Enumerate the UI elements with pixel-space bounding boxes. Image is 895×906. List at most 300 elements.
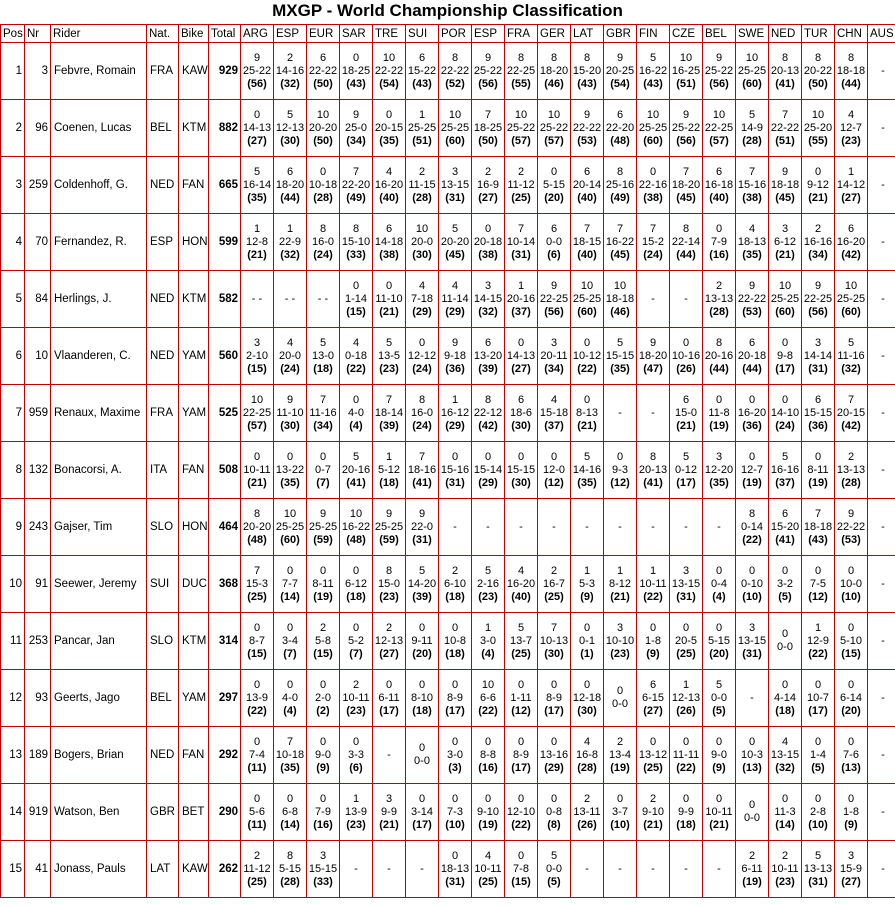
heat-results: 12-7 [740, 463, 764, 476]
round-points: (47) [643, 362, 663, 375]
heat-results: - [618, 862, 622, 875]
heat-results: - - [251, 292, 263, 305]
heat-results: 20-16 [341, 463, 371, 476]
race-result-cell [604, 499, 637, 556]
round-points: (23) [346, 704, 366, 717]
round-points: (12) [808, 590, 828, 603]
heat-results: 22-25 [242, 406, 272, 419]
round-bonus: 3 [814, 336, 822, 349]
race-result-cell [703, 328, 736, 385]
total-points: 525 [209, 385, 241, 442]
race-result-cell [802, 670, 835, 727]
heat-results: 13-7 [509, 634, 533, 647]
round-bonus: 9 [418, 507, 426, 520]
round-points: (9) [580, 590, 594, 603]
heat-results: 14-16 [275, 64, 305, 77]
race-result-cell [835, 271, 868, 328]
round-bonus: 9 [715, 51, 723, 64]
race-result-cell [472, 328, 505, 385]
race-result-cell [274, 271, 307, 328]
heat-results: - [881, 691, 885, 704]
heat-results: 3-0 [480, 634, 496, 647]
round-points: (14) [280, 818, 300, 831]
header-round: SAR [340, 25, 373, 43]
race-result-cell [241, 613, 274, 670]
heat-results: 16-22 [341, 520, 371, 533]
heat-results: - [881, 577, 885, 590]
round-points: (50) [313, 77, 333, 90]
total-points: 665 [209, 157, 241, 214]
round-points: (15) [511, 875, 531, 888]
round-points: (45) [445, 248, 465, 261]
nationality-cell: GBR [147, 784, 179, 841]
heat-results: 25-25 [638, 121, 668, 134]
round-bonus: 0 [253, 450, 261, 463]
round-bonus: 8 [286, 849, 294, 862]
heat-results: 20-5 [674, 634, 698, 647]
round-points: (5) [547, 875, 561, 888]
table-row [1, 100, 895, 157]
heat-results: 6-11 [378, 691, 400, 704]
race-result-cell [703, 214, 736, 271]
race-result-cell [637, 214, 670, 271]
header-round: FRA [505, 25, 538, 43]
round-points: (21) [247, 476, 267, 489]
race-result-cell [406, 613, 439, 670]
rider-name: Bonacorsi, A. [51, 442, 147, 499]
round-points: (49) [346, 191, 366, 204]
heat-results: 25-25 [836, 292, 866, 305]
round-bonus: 9 [616, 51, 624, 64]
race-result-cell [868, 841, 895, 898]
heat-results: 0-0 [546, 235, 562, 248]
round-points: (31) [445, 875, 465, 888]
heat-results: 18-18 [803, 520, 833, 533]
round-bonus: 0 [517, 735, 525, 748]
round-points: (55) [511, 77, 531, 90]
heat-results: 22-20 [341, 178, 371, 191]
round-bonus: 0 [451, 621, 459, 634]
heat-results: 15-2 [641, 235, 665, 248]
heat-results: 18-18 [836, 64, 866, 77]
round-bonus: 0 [253, 678, 261, 691]
race-result-cell [835, 670, 868, 727]
race-result-cell [571, 43, 604, 100]
round-points: (37) [511, 305, 531, 318]
round-points: (25) [676, 647, 696, 660]
round-points: (23) [379, 362, 399, 375]
race-result-cell [340, 442, 373, 499]
heat-results: 20-22 [803, 64, 833, 77]
heat-results: 22-12 [473, 406, 503, 419]
race-result-cell [736, 271, 769, 328]
round-points: (17) [808, 704, 828, 717]
heat-results: - [881, 805, 885, 818]
round-points: (36) [445, 362, 465, 375]
round-bonus: 7 [352, 165, 360, 178]
heat-results: - [453, 520, 457, 533]
round-points: (14) [775, 818, 795, 831]
header-total: Total [209, 25, 241, 43]
round-points: (20) [412, 647, 432, 660]
race-result-cell [736, 613, 769, 670]
round-bonus: 0 [715, 222, 723, 235]
round-points: (14) [280, 590, 300, 603]
round-bonus: 0 [550, 792, 558, 805]
race-result-cell [868, 385, 895, 442]
race-result-cell [439, 214, 472, 271]
round-points: (48) [346, 533, 366, 546]
round-points: (42) [841, 248, 861, 261]
round-points: (46) [544, 77, 564, 90]
round-points: (25) [478, 875, 498, 888]
heat-results: 13-11 [573, 805, 601, 818]
round-points: (27) [841, 875, 861, 888]
race-result-cell [736, 214, 769, 271]
round-bonus: 0 [715, 621, 723, 634]
heat-results: 3-0 [447, 748, 463, 761]
round-bonus: 9 [583, 108, 591, 121]
round-bonus: 2 [748, 849, 756, 862]
race-result-cell [571, 385, 604, 442]
round-points: (32) [841, 362, 861, 375]
round-points: (26) [676, 362, 696, 375]
heat-results: 5-3 [579, 577, 595, 590]
heat-results: 25-22 [704, 64, 734, 77]
round-bonus: 8 [649, 450, 657, 463]
race-result-cell [439, 841, 472, 898]
round-points: (25) [247, 875, 267, 888]
round-points: (57) [247, 419, 267, 432]
heat-results: 11-10 [276, 406, 304, 419]
round-points: (24) [412, 362, 432, 375]
heat-results: 15-15 [605, 349, 635, 362]
race-result-cell [373, 157, 406, 214]
pos-cell: 10 [1, 556, 25, 613]
heat-results: - [420, 862, 424, 875]
race-result-cell [505, 442, 538, 499]
round-bonus: 5 [616, 336, 624, 349]
heat-results: - - [317, 292, 329, 305]
round-bonus: 1 [286, 222, 294, 235]
race-result-cell [472, 385, 505, 442]
race-result-cell [637, 727, 670, 784]
heat-results: 3-3 [348, 748, 364, 761]
round-points: (46) [610, 305, 630, 318]
round-points: (7) [349, 647, 363, 660]
race-result-cell [439, 271, 472, 328]
round-bonus: 0 [451, 450, 459, 463]
heat-results: 2-10 [245, 349, 269, 362]
round-bonus: 7 [418, 450, 426, 463]
heat-results: 15-15 [308, 862, 338, 875]
heat-results: 13-15 [671, 577, 701, 590]
race-result-cell [307, 499, 340, 556]
round-points: (56) [247, 77, 267, 90]
round-points: (40) [379, 191, 399, 204]
race-result-cell [835, 100, 868, 157]
bike-cell: KTM [179, 100, 209, 157]
race-result-cell [472, 670, 505, 727]
round-points: (48) [247, 533, 267, 546]
round-points: (60) [841, 305, 861, 318]
nationality-cell: BEL [147, 100, 179, 157]
table-row [1, 157, 895, 214]
race-result-cell [505, 556, 538, 613]
round-bonus: 3 [451, 165, 459, 178]
nr-cell: 96 [25, 100, 51, 157]
round-points: (42) [478, 419, 498, 432]
total-points: 582 [209, 271, 241, 328]
race-result-cell [835, 499, 868, 556]
heat-results: 12-20 [704, 463, 734, 476]
round-points: (32) [775, 761, 795, 774]
round-bonus: 0 [814, 450, 822, 463]
race-result-cell [406, 271, 439, 328]
heat-results: 15-15 [506, 463, 536, 476]
total-points: 292 [209, 727, 241, 784]
nr-cell: 70 [25, 214, 51, 271]
race-result-cell [274, 385, 307, 442]
round-points: (56) [808, 305, 828, 318]
round-points: (54) [610, 77, 630, 90]
nr-cell: 84 [25, 271, 51, 328]
round-bonus: 0 [286, 450, 294, 463]
nr-cell: 3 [25, 43, 51, 100]
heat-results: 22-22 [737, 292, 767, 305]
nationality-cell: NED [147, 328, 179, 385]
round-points: (48) [610, 134, 630, 147]
race-result-cell [769, 841, 802, 898]
heat-results: 8-7 [249, 634, 265, 647]
race-result-cell [868, 556, 895, 613]
heat-results: 20-14 [572, 178, 602, 191]
heat-results: 10-18 [308, 178, 338, 191]
heat-results: 18-20 [671, 178, 701, 191]
round-points: (53) [577, 134, 597, 147]
heat-results: 20-15 [374, 121, 404, 134]
round-points: (35) [577, 476, 597, 489]
race-result-cell [538, 556, 571, 613]
round-points: (57) [544, 134, 564, 147]
rider-name: Pancar, Jan [51, 613, 147, 670]
round-bonus: 0 [748, 564, 756, 577]
round-points: (22) [742, 533, 762, 546]
race-result-cell [736, 727, 769, 784]
race-result-cell [538, 784, 571, 841]
round-bonus: 0 [484, 735, 492, 748]
pos-cell: 14 [1, 784, 25, 841]
pos-cell: 4 [1, 214, 25, 271]
round-bonus: 0 [253, 735, 261, 748]
race-result-cell [769, 328, 802, 385]
race-result-cell [307, 556, 340, 613]
round-bonus: 1 [451, 393, 459, 406]
round-bonus: 0 [616, 792, 624, 805]
round-points: (21) [775, 248, 795, 261]
round-bonus: 8 [550, 51, 558, 64]
round-bonus: 8 [253, 507, 261, 520]
heat-results: 20-18 [737, 349, 767, 362]
nr-cell: 93 [25, 670, 51, 727]
heat-results: 13-9 [344, 805, 368, 818]
heat-results: 16-20 [506, 577, 536, 590]
round-bonus: 1 [385, 450, 393, 463]
round-points: (59) [379, 533, 399, 546]
rider-name: Fernandez, R. [51, 214, 147, 271]
round-points: (29) [544, 761, 564, 774]
heat-results: 10-11 [474, 862, 502, 875]
round-points: (28) [709, 305, 729, 318]
heat-results: 6-8 [282, 805, 298, 818]
race-result-cell [538, 385, 571, 442]
heat-results: - [750, 691, 754, 704]
round-bonus: 0 [319, 678, 327, 691]
round-points: (54) [379, 77, 399, 90]
round-bonus: 0 [748, 735, 756, 748]
round-points: (23) [775, 875, 795, 888]
round-points: (60) [643, 134, 663, 147]
table-row [1, 556, 895, 613]
nationality-cell: BEL [147, 670, 179, 727]
race-result-cell [439, 670, 472, 727]
round-bonus: 1 [253, 222, 261, 235]
heat-results: 14-10 [770, 406, 800, 419]
nationality-cell: NED [147, 727, 179, 784]
round-bonus: 2 [781, 849, 789, 862]
heat-results: 20-11 [540, 349, 568, 362]
race-result-cell [373, 100, 406, 157]
race-result-cell [703, 784, 736, 841]
rider-name: Gajser, Tim [51, 499, 147, 556]
heat-results: 7-4 [249, 748, 265, 761]
heat-results: 16-20 [374, 178, 404, 191]
round-bonus: 10 [580, 279, 594, 292]
heat-results: 9-10 [641, 805, 665, 818]
round-points: (12) [610, 476, 630, 489]
race-result-cell [406, 328, 439, 385]
round-bonus: 8 [847, 51, 855, 64]
race-result-cell [373, 727, 406, 784]
round-points: (27) [643, 704, 663, 717]
round-bonus: 7 [550, 621, 558, 634]
race-result-cell [538, 670, 571, 727]
bike-cell: YAM [179, 385, 209, 442]
nationality-cell: NED [147, 157, 179, 214]
round-bonus: 2 [550, 564, 558, 577]
race-result-cell [637, 328, 670, 385]
round-bonus: 0 [781, 678, 789, 691]
heat-results: 16-0 [410, 406, 434, 419]
heat-results: 25-20 [803, 121, 833, 134]
round-bonus: 0 [517, 792, 525, 805]
heat-results: 25-25 [440, 121, 470, 134]
heat-results: 20-13 [770, 64, 800, 77]
race-result-cell [868, 214, 895, 271]
heat-results: 22-22 [308, 64, 338, 77]
round-bonus: 3 [550, 336, 558, 349]
heat-results: - [881, 520, 885, 533]
rider-name: Coenen, Lucas [51, 100, 147, 157]
heat-results: 0-0 [711, 691, 727, 704]
heat-results: 11-3 [774, 805, 796, 818]
race-result-cell [736, 385, 769, 442]
round-points: (25) [511, 191, 531, 204]
round-points: (53) [841, 533, 861, 546]
race-result-cell [538, 100, 571, 157]
round-bonus: 9 [814, 279, 822, 292]
race-result-cell [703, 43, 736, 100]
round-bonus: 0 [781, 564, 789, 577]
rider-name: Vlaanderen, C. [51, 328, 147, 385]
round-points: (28) [577, 761, 597, 774]
round-points: (30) [280, 419, 300, 432]
heat-results: 18-25 [473, 121, 503, 134]
round-bonus: 0 [286, 564, 294, 577]
round-points: (21) [709, 818, 729, 831]
race-result-cell [604, 613, 637, 670]
round-bonus: 5 [319, 336, 327, 349]
round-points: (4) [283, 704, 297, 717]
race-result-cell [802, 556, 835, 613]
heat-results: 16-18 [704, 178, 734, 191]
round-points: (34) [544, 362, 564, 375]
table-row [1, 442, 895, 499]
round-bonus: 8 [583, 51, 591, 64]
total-points: 508 [209, 442, 241, 499]
round-bonus: 6 [517, 393, 525, 406]
heat-results: 13-12 [638, 748, 668, 761]
race-result-cell [769, 556, 802, 613]
nationality-cell: FRA [147, 43, 179, 100]
race-result-cell [571, 841, 604, 898]
round-points: (21) [808, 191, 828, 204]
round-bonus: 0 [748, 799, 756, 811]
round-points: (22) [247, 704, 267, 717]
heat-results: 9-18 [443, 349, 467, 362]
round-points: (23) [379, 590, 399, 603]
round-bonus: 0 [847, 564, 855, 577]
round-points: (40) [577, 191, 597, 204]
round-bonus: 1 [352, 792, 360, 805]
heat-results: 6-12 [344, 577, 368, 590]
round-bonus: 2 [517, 165, 525, 178]
round-points: (43) [643, 77, 663, 90]
round-points: (50) [808, 77, 828, 90]
round-bonus: 3 [715, 450, 723, 463]
race-result-cell [802, 613, 835, 670]
heat-results: - [684, 520, 688, 533]
round-points: (10) [610, 818, 630, 831]
round-points: (57) [709, 134, 729, 147]
round-bonus: 6 [847, 222, 855, 235]
race-result-cell [472, 841, 505, 898]
round-points: (26) [577, 818, 597, 831]
round-points: (15) [841, 647, 861, 660]
round-bonus: 0 [385, 108, 393, 121]
round-points: (18) [445, 590, 465, 603]
round-points: (43) [412, 77, 432, 90]
round-points: (38) [478, 248, 498, 261]
round-bonus: 4 [517, 564, 525, 577]
race-result-cell [868, 100, 895, 157]
round-points: (51) [775, 134, 795, 147]
race-result-cell [802, 214, 835, 271]
heat-results: 7-18 [410, 292, 434, 305]
race-result-cell [571, 157, 604, 214]
round-bonus: 0 [847, 621, 855, 634]
round-points: (45) [676, 191, 696, 204]
